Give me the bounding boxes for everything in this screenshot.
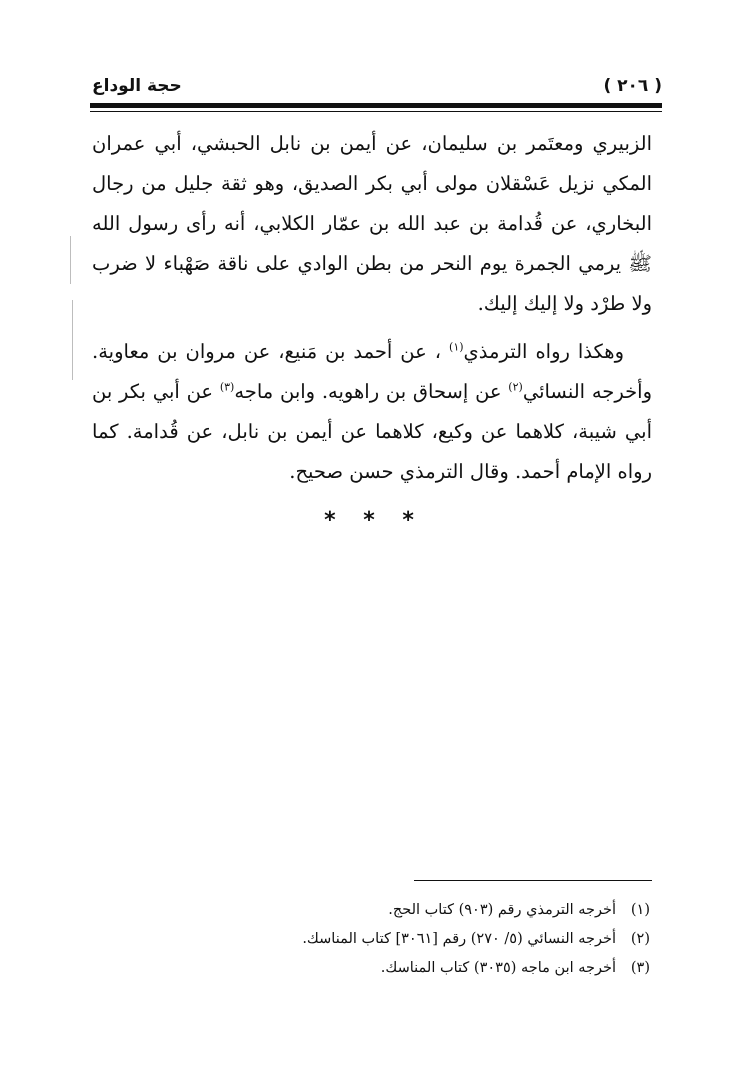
paragraph-1: الزبيري ومعتَمر بن سليمان، عن أيمن بن نابل الحبشي، أبي عمران المكي نزيل عَسْقلان مولى أبي بكر الصديق، وهو ثقة جليل من رجال البخاري، عن قُدامة بن عبد الله بن عمّار الكلابي، أنه رأى رسول الله ﷺ يرمي الجمرة يوم النحر من بطن الوادي على ناقة صَهْباء لا ضرب ولا طرْد ولا إليك إليك.	[92, 132, 652, 315]
paragraph-2-part-3: عن إسحاق بن راهويه. وابن ماجه	[234, 380, 509, 403]
footnote-3	[92, 954, 650, 983]
section-separator: * * *	[324, 508, 424, 533]
main-text	[92, 124, 652, 492]
footnote-number: (٣)	[630, 960, 650, 976]
footnote-text: أخرجه النسائي (٥/ ٢٧٠) رقم [٣٠٦١] كتاب المناسك.	[302, 931, 616, 947]
running-title: حجة الوداع	[92, 76, 182, 96]
page-header	[92, 74, 662, 98]
footnote-2	[92, 925, 650, 954]
footnote-ref-2[interactable]: (٢)	[508, 380, 523, 394]
header-rule-thick	[90, 103, 662, 108]
footnote-rule	[414, 880, 652, 881]
header-rule-thin	[90, 111, 662, 112]
page-number: ( ٢٠٦ )	[603, 76, 662, 96]
scan-margin-mark	[70, 236, 71, 284]
footnote-1	[92, 896, 650, 925]
footnote-ref-1[interactable]: (١)	[449, 340, 464, 354]
scan-margin-mark	[72, 300, 73, 380]
paragraph-2-part-1: وهكذا رواه الترمذي	[463, 340, 624, 363]
footnote-text: أخرجه ابن ماجه (٣٠٣٥) كتاب المناسك.	[380, 960, 616, 976]
paragraph-2	[92, 332, 652, 492]
footnote-ref-3[interactable]: (٣)	[219, 380, 235, 394]
paragraph-2-part-2: ، عن أحمد بن مَنيع، عن مروان بن معاوية. وأخرجه النسائي	[92, 340, 652, 403]
footnotes	[92, 896, 650, 983]
footnote-number: (١)	[630, 902, 650, 918]
footnote-text: أخرجه الترمذي رقم (٩٠٣) كتاب الحج.	[388, 902, 616, 918]
footnote-number: (٢)	[630, 931, 650, 947]
paragraph-2-part-4: عن أبي بكر بن أبي شيبة، كلاهما عن وكيع، كلاهما عن أيمن بن نابل، عن قُدامة. كما رواه الإمام أحمد. وقال الترمذي حسن صحيح.	[92, 380, 652, 483]
